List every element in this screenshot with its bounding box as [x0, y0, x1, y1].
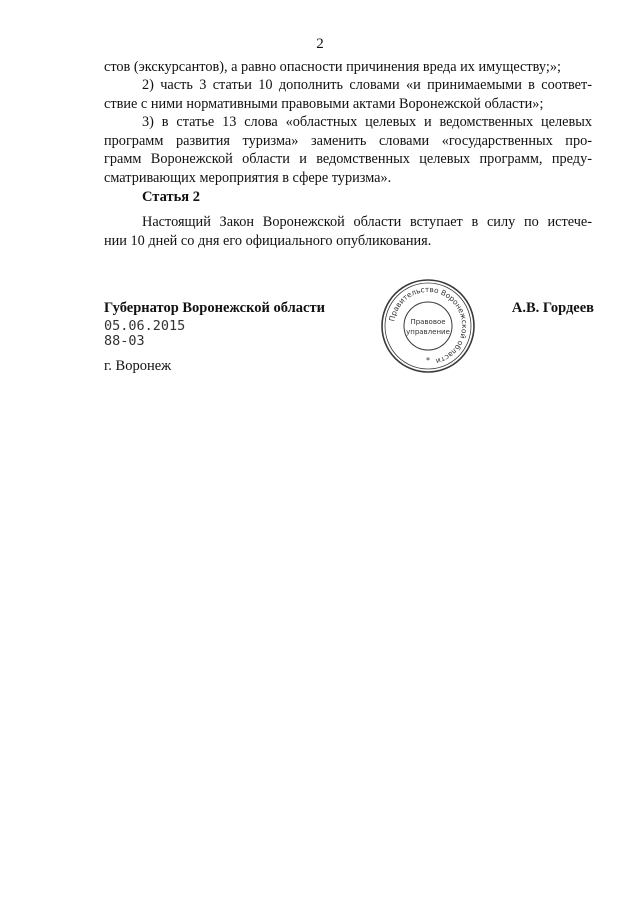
article-heading: Статья 2 [142, 189, 200, 205]
seal-inner-line-1: Правовое [410, 318, 446, 326]
seal-star-icon: * [426, 356, 430, 365]
text-line: 2) часть 3 статьи 10 дополнить словами «и принимаемыми в соответ- [142, 77, 592, 93]
article-paragraph [104, 213, 592, 250]
city: г. Воронеж [104, 358, 172, 374]
text-line: ствие с ними нормативными правовыми актами Воронежской области»; [104, 95, 544, 112]
law-number: 88-03 [104, 333, 145, 349]
text-line: Настоящий Закон Воронежской области вступает в силу по истече- [142, 214, 592, 230]
text-line: программ развития туризма» заменить словами «государственных про- [104, 132, 592, 149]
text-line: нии 10 дней со дня его официального опубликования. [104, 232, 432, 249]
law-date: 05.06.2015 [104, 318, 186, 334]
paragraph-continuation [104, 58, 592, 77]
official-seal-stamp [380, 278, 476, 374]
text-line: сматривающих мероприятия в сфере туризма». [104, 169, 392, 186]
signatory-title: Губернатор Воронежской области [104, 300, 325, 316]
paragraph-item-3 [104, 113, 592, 187]
seal-outer-text: Правительство Воронежской области [387, 284, 470, 367]
text-line: грамм Воронежской области и ведомственных целевых программ, преду- [104, 151, 592, 167]
paragraph-item-2 [104, 76, 592, 113]
page-number: 2 [316, 36, 324, 52]
text-line: стов (экскурсантов), а равно опасности причинения вреда их имуществу;»; [104, 59, 561, 75]
text-line: 3) в статье 13 слова «областных целевых и ведомственных целевых [142, 114, 592, 130]
seal-inner-line-2: управление [406, 328, 450, 336]
signatory-name: А.В. Гордеев [511, 300, 594, 316]
